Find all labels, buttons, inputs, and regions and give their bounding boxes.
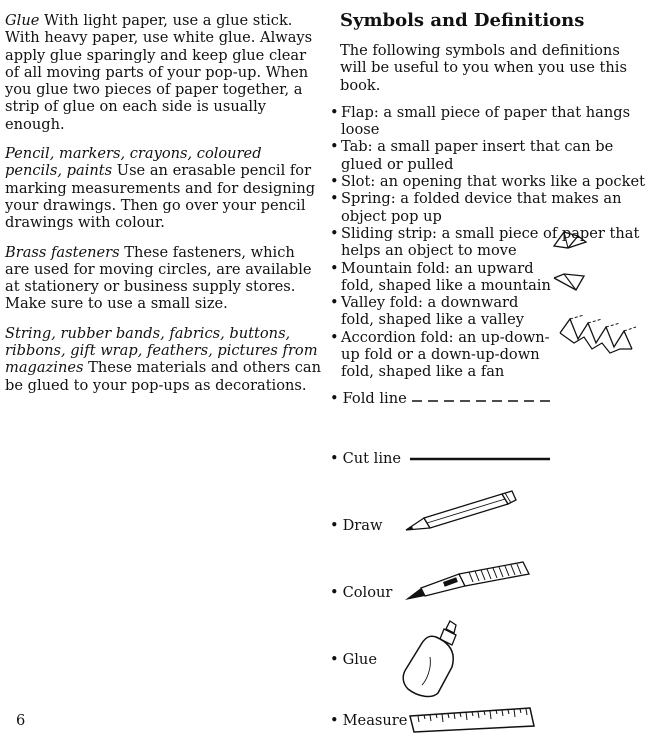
paragraph-text: With light paper, use a glue stick. With heavy paper, use white glue. Always apply glue sparingly and keep glue clear of all moving parts of your pop-up. When you glue two pieces of paper together, a strip of glue on each side is usually enough. bbox=[5, 12, 313, 133]
bullet: • bbox=[330, 651, 339, 668]
valley-fold-icon bbox=[552, 272, 588, 294]
bullet: • bbox=[330, 390, 339, 407]
mountain-fold-icon bbox=[552, 228, 588, 250]
paragraph-text: These materials and others can be glued to your pop-ups as decorations. bbox=[5, 359, 321, 394]
paragraph-lead: Pencil, markers, crayons, coloured pencils, paints bbox=[5, 145, 262, 180]
glue-bottle-icon bbox=[400, 617, 466, 699]
definition-flap: • Flap: a small piece of paper that hangs loose bbox=[330, 104, 648, 139]
page-number: 6 bbox=[16, 712, 26, 729]
tool-label: Draw bbox=[342, 517, 383, 534]
bullet: • bbox=[330, 517, 339, 534]
bullet: • bbox=[330, 584, 339, 601]
paragraph-text: These fasteners, which are used for moving circles, are available at stationery or business supply stores. Make sure to use a small size. bbox=[5, 243, 312, 313]
paragraph-lead: Glue bbox=[5, 12, 40, 29]
tool-label: Measure bbox=[342, 712, 408, 729]
section-intro: The following symbols and definitions will be useful to you when you use this book. bbox=[340, 42, 627, 94]
definition-tab: • Tab: a small paper insert that can be glued or pulled bbox=[330, 138, 648, 173]
definition-sliding-strip: • Sliding strip: a small piece of paper that helps an object to move bbox=[330, 225, 648, 260]
tool-label: Glue bbox=[342, 651, 377, 668]
tool-label: Fold line bbox=[342, 390, 407, 407]
paragraph-lead: Brass fasteners bbox=[5, 243, 120, 261]
definition-slot: • Slot: an opening that works like a pocket bbox=[330, 173, 648, 190]
paragraph-pencils bbox=[5, 145, 323, 231]
dashed-line-icon bbox=[412, 397, 552, 405]
ruler-icon bbox=[408, 706, 536, 734]
section-heading: Symbols and Definitions bbox=[340, 10, 585, 31]
paragraph-fasteners bbox=[5, 244, 323, 313]
tool-label: Cut line bbox=[342, 450, 402, 467]
definition-valley-fold: • Valley fold: a downward fold, shaped like a valley bbox=[330, 294, 648, 329]
paragraph-lead: String, rubber bands, fabrics, buttons, ribbons, gift wrap, feathers, pictures from magazines bbox=[5, 324, 318, 377]
pencil-icon bbox=[404, 490, 520, 536]
accordion-fold-icon bbox=[558, 313, 638, 355]
bullet: • bbox=[330, 450, 339, 467]
definition-mountain-fold: • Mountain fold: an upward fold, shaped like a mountain bbox=[330, 260, 648, 295]
paragraph-text: Use an erasable pencil for marking measurements and for designing your drawings. Then go over your pencil drawings with colour. bbox=[5, 162, 316, 232]
paragraph-glue bbox=[5, 12, 323, 133]
tool-colour bbox=[330, 584, 392, 601]
bullet: • bbox=[330, 712, 339, 729]
definition-spring: • Spring: a folded device that makes an object pop up bbox=[330, 190, 648, 225]
marker-icon bbox=[403, 560, 533, 604]
paragraph-decorations bbox=[5, 325, 323, 394]
definition-accordion-fold: • Accordion fold: an up-down-up fold or a down-up-down fold, shaped like a fan bbox=[330, 329, 648, 381]
solid-line-icon bbox=[410, 455, 552, 463]
tool-glue bbox=[330, 651, 377, 668]
tool-label: Colour bbox=[342, 584, 393, 601]
tool-draw bbox=[330, 517, 382, 534]
tool-fold-line bbox=[330, 390, 407, 407]
tool-cut-line bbox=[330, 450, 401, 467]
left-column bbox=[5, 12, 323, 406]
tool-measure bbox=[330, 712, 407, 729]
